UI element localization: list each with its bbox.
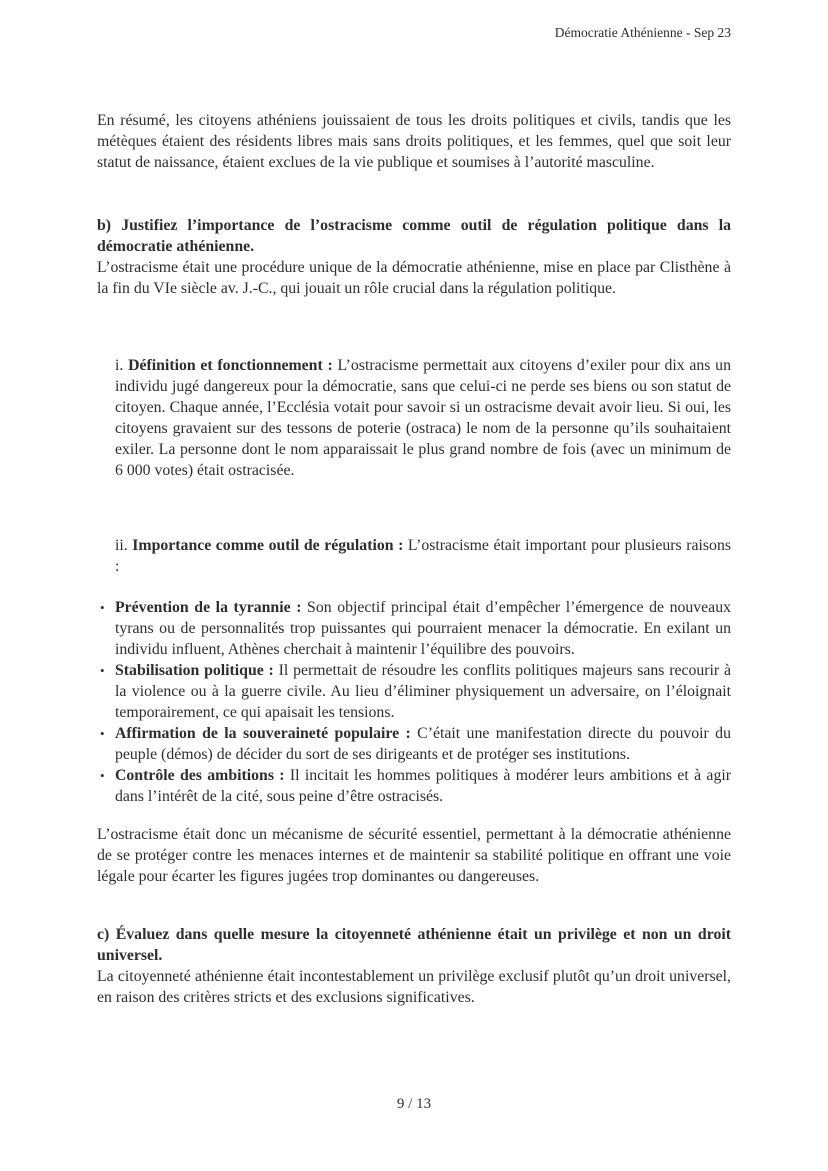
- list-item: [97, 660, 731, 723]
- bullet-text: Il permettait de résoudre les conflits politiques majeurs sans recourir à la violence ou à la guerre civile. Au lieu d’éliminer physiquement un adversaire, on l’éloignait temporairement, ce qui apaisait les tensions.: [115, 662, 731, 721]
- section-c-intro: La citoyenneté athénienne était incontestablement un privilège exclusif plutôt qu’un droit universel, en raison des critères stricts et des exclusions significatives.: [97, 968, 731, 1006]
- list-item: [97, 597, 731, 660]
- page-header: [97, 24, 731, 42]
- numbered-item-label: Importance comme outil de régulation :: [132, 537, 408, 554]
- bullet-label: Stabilisation politique :: [115, 662, 279, 679]
- section-b-intro: L’ostracisme était une procédure unique de la démocratie athénienne, mise en place par Clisthène à la fin du VIe siècle av. J.-C., qui jouait un rôle crucial dans la régulation politique.: [97, 259, 731, 297]
- section-c-heading: c) Évaluez dans quelle mesure la citoyenneté athénienne était un privilège et non un droit universel.: [97, 926, 731, 964]
- section-b-heading: b) Justifiez l’importance de l’ostracisme comme outil de régulation politique dans la démocratie athénienne.: [97, 217, 731, 255]
- numbered-item-importance: [115, 535, 731, 577]
- bullet-text: C’était une manifestation directe du pouvoir du peuple (démos) de décider du sort de ses dirigeants et de protéger ses institutions.: [115, 725, 731, 763]
- section-b-conclusion: L’ostracisme était donc un mécanisme de sécurité essentiel, permettant à la démocratie athénienne de se protéger contre les menaces internes et de maintenir sa stabilité politique en offrant une voie légale pour écarter les figures jugées trop dominantes ou dangereuses.: [97, 826, 731, 885]
- bullet-icon: •: [100, 726, 105, 741]
- bullet-list: [97, 597, 731, 807]
- page-number: 9 / 13: [396, 1096, 432, 1112]
- summary-paragraph: En résumé, les citoyens athéniens jouissaient de tous les droits politiques et civils, tandis que les métèques étaient des résidents libres mais sans droits politiques, et les femmes, quel que soit leur statut de naissance, étaient exclues de la vie publique et soumises à l’autorité masculine.: [97, 112, 731, 171]
- list-item: [97, 723, 731, 765]
- list-item: [97, 765, 731, 807]
- running-header-title: Démocratie Athénienne - Sep 23: [554, 25, 731, 40]
- bullet-label: Affirmation de la souveraineté populaire :: [115, 725, 418, 742]
- bullet-label: Contrôle des ambitions :: [115, 767, 290, 784]
- numbered-item-text: L’ostracisme était important pour plusieurs raisons :: [115, 537, 731, 575]
- numbered-item-prefix: i.: [115, 357, 129, 374]
- numbered-item-text: L’ostracisme permettait aux citoyens d’exiler pour dix ans un individu jugé dangereux pour la démocratie, sans que celui-ci ne perde ses biens ou son statut de citoyen. Chaque année, l’Ecclésia votait pour savoir si un ostracisme devait avoir lieu. Si oui, les citoyens gravaient sur des tessons de poterie (ostraca) le nom de la personne qu’ils souhaitaient exiler. La personne dont le nom apparaissait le plus grand nombre de fois (avec un minimum de 6 000 votes) était ostracisée.: [115, 357, 731, 479]
- bullet-icon: •: [100, 768, 105, 783]
- numbered-item-label: Définition et fonctionnement :: [128, 357, 338, 374]
- bullet-icon: •: [100, 600, 105, 615]
- numbered-item-definition: [115, 355, 731, 481]
- bullet-text: Il incitait les hommes politiques à modérer leurs ambitions et à agir dans l’intérêt de la cité, sous peine d’être ostracisés.: [115, 767, 731, 805]
- bullet-text: Son objectif principal était d’empêcher l’émergence de nouveaux tyrans ou de personnalités trop puissantes qui pourraient menacer la démocratie. En exilant un individu influent, Athènes cherchait à maintenir l’équilibre des pouvoirs.: [115, 599, 731, 658]
- section-c: [97, 924, 731, 1008]
- page-footer: [0, 1094, 828, 1114]
- bullet-icon: •: [100, 663, 105, 678]
- numbered-item-prefix: ii.: [115, 537, 133, 554]
- section-b: [97, 215, 731, 299]
- bullet-label: Prévention de la tyrannie :: [115, 599, 308, 616]
